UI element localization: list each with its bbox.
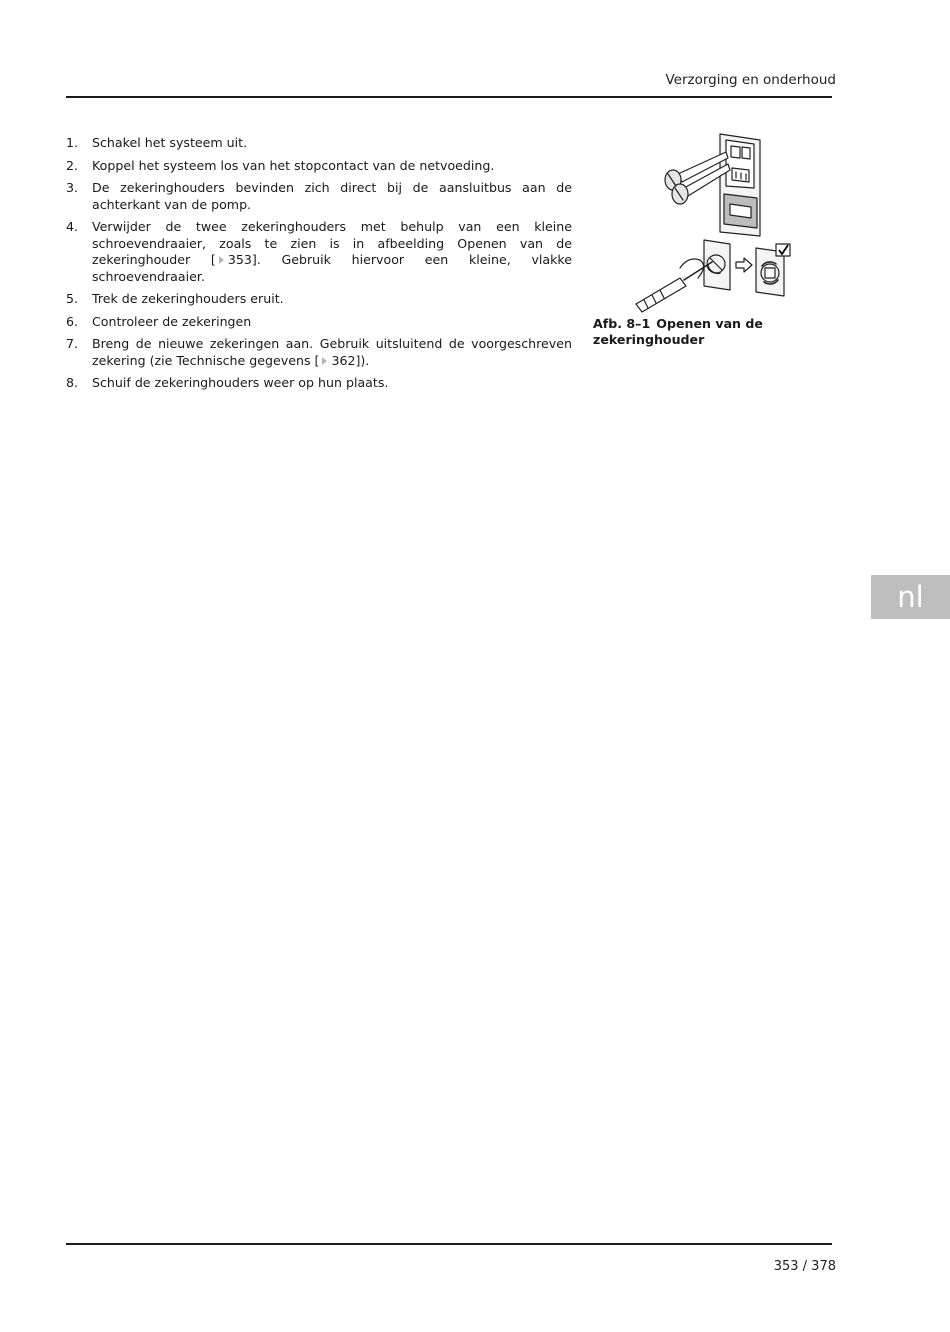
fuse-holder-illustration <box>628 128 802 314</box>
step-number: 6. <box>66 313 79 329</box>
list-item <box>66 375 572 392</box>
step-text: Schakel het systeem uit. <box>92 135 248 150</box>
figure-caption <box>593 316 837 348</box>
cross-reference-arrow-icon <box>322 357 327 365</box>
step-text-part: Breng de nieuwe zekeringen aan. Gebruik uitsluitend de voorgeschreven zekering (zie Technische gegevens [ <box>92 336 572 368</box>
fuse-holder-figure <box>628 128 802 314</box>
page-header-title: Verzorging en onderhoud <box>665 72 836 88</box>
list-item <box>66 180 572 213</box>
list-item <box>66 135 572 152</box>
step-number: 8. <box>66 375 79 390</box>
list-item <box>66 158 572 175</box>
step-text: De zekeringhouders bevinden zich direct bij de aansluitbus aan de achterkant van de pomp. <box>92 180 572 212</box>
step-number: 4. <box>66 219 79 234</box>
step-text <box>92 336 572 369</box>
cross-reference-link[interactable]: 353 <box>227 252 252 267</box>
page-number: 353 / 378 <box>773 1259 836 1274</box>
language-tab[interactable]: nl <box>871 575 950 619</box>
step-text-part: Verwijder de twee zekeringhouders met behulp van een kleine schroevendraaier, zoals te zien is in afbeelding Openen van de zekeringhouder [ <box>92 219 572 267</box>
cross-reference-arrow-icon <box>219 256 224 264</box>
list-item <box>66 314 572 331</box>
figure-caption-text: Openen van de zekeringhouder <box>593 316 763 347</box>
step-text <box>92 219 572 285</box>
step-text-part: ]). <box>355 352 370 368</box>
footer-rule <box>66 1243 832 1245</box>
figure-label: Afb. 8–1 <box>593 316 651 331</box>
step-text: Trek de zekeringhouders eruit. <box>92 291 284 306</box>
cross-reference-link[interactable]: 362 <box>331 352 356 368</box>
step-text: Controleer de zekeringen <box>92 313 252 329</box>
header-rule <box>66 96 832 98</box>
step-number: 2. <box>66 157 79 173</box>
step-text-part: ]. Gebruik hiervoor een kleine, vlakke schroevendraaier. <box>92 252 572 284</box>
instruction-list <box>66 135 572 398</box>
list-item <box>66 336 572 369</box>
step-number: 7. <box>66 336 79 351</box>
step-text: Koppel het systeem los van het stopcontact van de netvoeding. <box>92 157 495 173</box>
list-item <box>66 291 572 308</box>
step-text: Schuif de zekeringhouders weer op hun plaats. <box>92 375 389 390</box>
step-number: 5. <box>66 291 79 306</box>
step-number: 1. <box>66 135 79 150</box>
step-number: 3. <box>66 180 79 195</box>
list-item <box>66 219 572 285</box>
